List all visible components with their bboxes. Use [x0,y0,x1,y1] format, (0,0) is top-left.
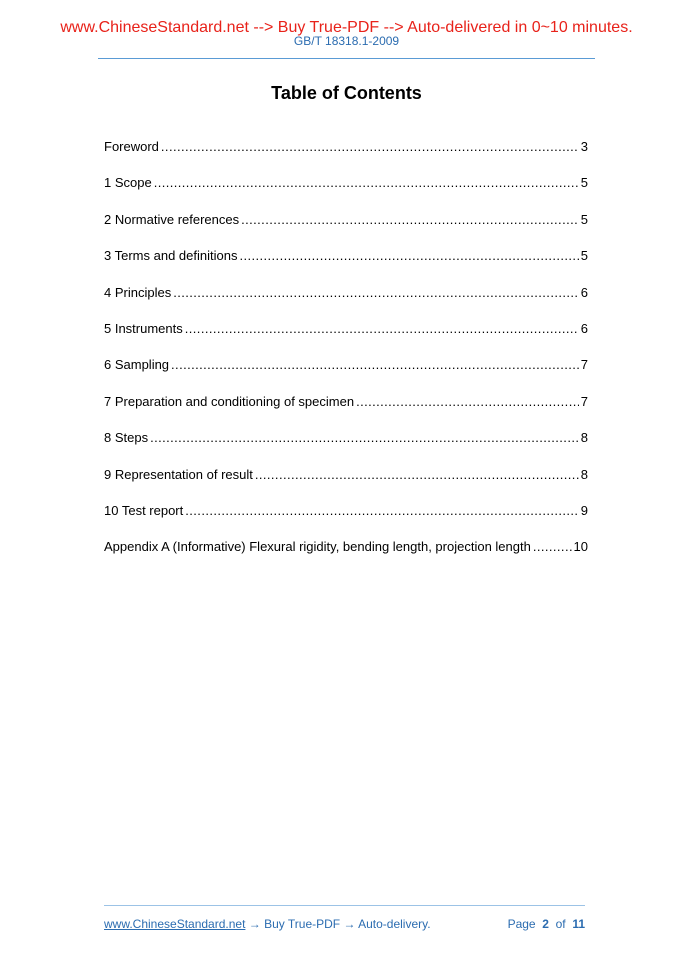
toc-leader-dots [185,502,579,520]
toc-leader-dots [173,284,579,302]
toc-entry-page: 3 [580,139,588,154]
toc-entry[interactable] [104,247,588,283]
toc-entry[interactable] [104,538,588,574]
toc-entry[interactable] [104,174,588,210]
page-current: 2 [542,917,549,931]
footer-left [104,916,431,932]
toc-entry[interactable] [104,320,588,356]
toc-leader-dots [150,429,579,447]
footer-site-link[interactable]: www.ChineseStandard.net [104,917,246,931]
toc-entry-text: 1 Scope [104,175,152,191]
toc-entry-text: 3 Terms and definitions [104,248,238,264]
toc-entry-text: 2 Normative references [104,211,240,227]
page-title: Table of Contents [271,83,422,103]
toc-entry-page: 8 [580,430,588,446]
page-of-label: of [555,917,566,931]
toc-entry-text: 7 Preparation and conditioning of specimen [104,393,355,409]
toc-entry-text: 10 Test report [104,502,184,518]
toc-leader-dots [171,356,579,374]
toc-entry[interactable] [104,356,588,392]
footer-divider [104,905,585,906]
toc-entry-page: 5 [580,175,588,191]
standard-code: GB/T 18318.1-2009 [293,34,400,48]
toc-entry-text: 5 Instruments [104,320,183,336]
table-of-contents [104,138,588,575]
toc-entry-text: 8 Steps [104,430,149,446]
header-divider [98,58,595,59]
toc-entry-text: 6 Sampling [104,357,170,373]
toc-entry[interactable] [104,466,588,502]
toc-leader-dots [255,466,579,484]
toc-leader-dots [161,138,579,156]
promo-banner[interactable]: www.ChineseStandard.net --> Buy True-PDF --> Auto-delivered in 0~10 minutes. [60,19,633,36]
toc-leader-dots [241,211,579,229]
toc-entry[interactable] [104,211,588,247]
toc-entry-page: 7 [580,357,588,373]
toc-entry-page: 5 [580,211,588,227]
toc-entry-page: 5 [580,248,588,264]
toc-entry[interactable] [104,284,588,320]
page-total: 11 [572,917,585,931]
toc-leader-dots [185,320,579,338]
toc-entry-text: 4 Principles [104,284,172,300]
toc-leader-dots [154,174,579,192]
toc-entry-page: 6 [580,320,588,336]
toc-entry[interactable] [104,502,588,538]
toc-entry[interactable] [104,138,588,174]
toc-entry-text: Appendix A (Informative) Flexural rigidity, bending length, projection length [104,539,531,555]
toc-entry[interactable] [104,429,588,465]
page-label: Page [507,917,536,931]
toc-entry-text: 9 Representation of result [104,466,253,482]
toc-entry-page: 8 [580,466,588,482]
toc-entry[interactable] [104,393,588,429]
toc-entry-text: Foreword [104,139,159,154]
toc-entry-page: 7 [580,393,588,409]
footer-tagline: → Buy True-PDF → Auto-delivery. [245,917,431,931]
toc-entry-page: 6 [580,284,588,300]
footer [104,916,585,932]
toc-entry-page: 9 [580,502,588,518]
toc-leader-dots [356,393,579,411]
page-number [508,916,585,932]
toc-leader-dots [533,538,572,556]
toc-leader-dots [239,247,578,265]
toc-entry-page: 10 [573,539,588,555]
